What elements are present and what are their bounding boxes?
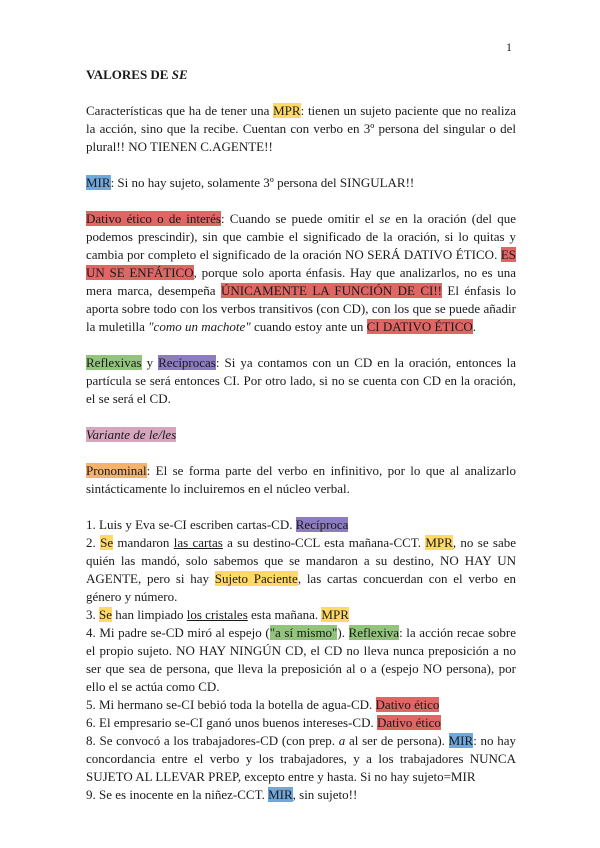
list-item: 9. Se es inocente en la niñez-CCT. MIR, sin sujeto!!: [86, 787, 358, 802]
list-item: 3. Se han limpiado los cristales esta mañana. MPR: [86, 607, 349, 622]
highlight-pronominal: Pronominal: [86, 463, 147, 478]
paragraph-mpr: Características que ha de tener una MPR: tienen un sujeto paciente que no realiza la acción, sino que la recibe. Cuentan con verbo en 3º persona del singular o del plural!! NO TIENEN C.AGENTE!!: [86, 103, 516, 154]
heading-variante: Variante de le/les: [86, 427, 177, 442]
highlight-mir: MIR: [86, 175, 111, 190]
examples-list: [86, 516, 516, 804]
highlight-dativo: Dativo ético o de interés: [86, 211, 221, 226]
paragraph-pronominal: Pronominal: El se forma parte del verbo en infinitivo, por lo que al analizarlo sintácticamente lo incluiremos en el núcleo verbal.: [86, 463, 516, 496]
list-item: 8. Se convocó a los trabajadores-CD (con prep. a al ser de persona). MIR: no hay concordancia entre el verbo y los trabajadores, y a los trabajadores NUNCA SUJETO AL LLEVAR PREP, excepto entre y hasta. Si no hay sujeto=MIR: [86, 733, 516, 784]
list-item: 6. El empresario se-CI ganó unos buenos intereses-CD. Dativo ético: [86, 715, 441, 730]
list-item: 2. Se mandaron las cartas a su destino-CCL esta mañana-CCT. MPR, no se sabe quién las mandó, solo sabemos que se mandaron a su destino, NO HAY UN AGENTE, pero si hay Sujeto Paciente, las cartas concuerdan con el verbo en género y número.: [86, 535, 517, 604]
highlight-reciprocas: Recíprocas: [158, 355, 216, 370]
list-item: 4. Mi padre se-CD miró al espejo ("a sí mismo"). Reflexiva: la acción recae sobre el propio sujeto. NO HAY NINGÚN CD, el CD no lleva nunca preposición a no ser que sea de persona, que lleva la preposición al o a (espejo NO persona), por ello el se actúa como CD.: [86, 625, 516, 694]
list-item: 1. Luis y Eva se-CI escriben cartas-CD. Recíproca: [86, 517, 349, 532]
page-number: 1: [506, 40, 512, 54]
highlight-mpr: MPR: [273, 103, 301, 118]
highlight-enfatico: ES UN SE ENFÁTICO: [86, 247, 516, 280]
paragraph-mir: MIR: Si no hay sujeto, solamente 3º persona del SINGULAR!!: [86, 175, 415, 190]
highlight-reflexivas: Reflexivas: [86, 355, 142, 370]
list-item: 5. Mi hermano se-CI bebió toda la botella de agua-CD. Dativo ético: [86, 697, 440, 712]
document-body: [86, 66, 516, 804]
paragraph-reflexivas: Reflexivas y Recíprocas: Si ya contamos con un CD en la oración, entonces la partícula se será entonces CI. Por otro lado, si no se cuenta con CD en la oración, el se será el CD.: [86, 355, 517, 406]
quote-machote: "como un machote": [148, 319, 251, 334]
page-title: VALORES DE SE: [86, 67, 188, 82]
highlight-funcion-ci: ÚNICAMENTE LA FUNCIÓN DE CI!!: [221, 283, 442, 298]
highlight-ci-dativo: CI DATIVO ÉTICO: [366, 319, 473, 334]
paragraph-dativo: Dativo ético o de interés: Cuando se puede omitir el se en la oración (del que podemos prescindir), sin que cambie el significado de la oración, si lo quitas y cambia por completo el significado de la oración NO SERÁ DATIVO ÉTICO. ES UN SE ENFÁTICO, porque solo aporta énfasis. Hay que analizarlos, no es una mera marca, desempeña ÚNICAMENTE LA FUNCIÓN DE CI!! El énfasis lo aporta sobre todo con los verbos transitivos (con CD), con los que se puede añadir la muletilla "como un machote" cuando estoy ante un CI DATIVO ÉTICO.: [86, 211, 517, 334]
